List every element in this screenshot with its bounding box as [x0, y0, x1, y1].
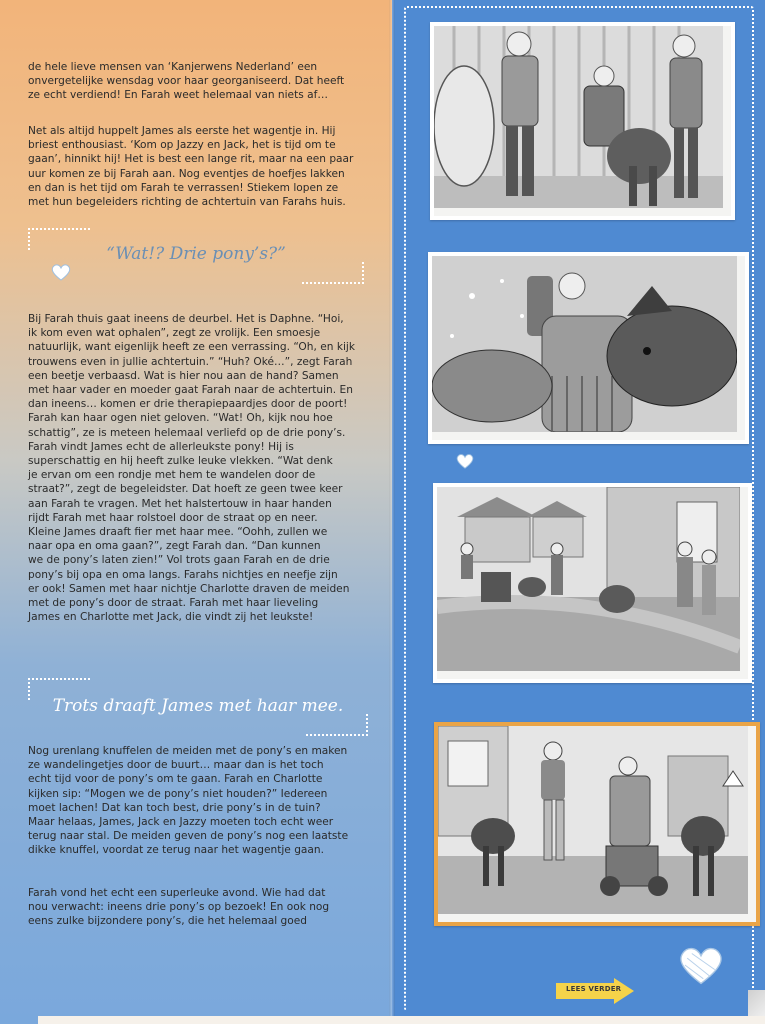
paragraph-1: de hele lieve mensen van ‘Kanjerwens Nederland’ een onvergetelijke wensdag voor haar georganiseerd. Dat heeft ze echt verdiend! En Farah weet helemaal van niets af… — [28, 61, 345, 102]
paragraph-4: Nog urenlang knuffelen de meiden met de pony’s en maken ze wandelingetjes door de buurt… maar dan is het toch echt tijd voor de pony’s om te gaan. Farah en Charlotte kijken sip: “Mogen we de pony’s niet houden?” Iedereen moet lachen! Dat kan toch best, drie pony’s in de tuin? Maar helaas, James, Jack en Jazzy moeten toch echt weer terug naar stal. De meiden geven de pony’s nog een laatste dikke knuffel, voordat ze terug naar het wagentje gaan. — [28, 745, 349, 857]
heart-icon — [50, 262, 72, 282]
section-heading-1 — [28, 228, 364, 284]
read-more-label: LEES VERDER — [566, 985, 622, 993]
read-more-button[interactable] — [556, 978, 634, 1004]
heart-icon — [675, 942, 727, 988]
illustration-panel-4 — [434, 722, 760, 926]
illustration-panel-1 — [430, 22, 735, 220]
page-edge — [38, 1016, 765, 1024]
dotted-corner — [302, 262, 364, 284]
paragraph-5: Farah vond het echt een superleuke avond. Wie had dat nou verwacht: ineens drie pony’s op bezoek! En ook nog eens zulke bijzondere pony’s, die het helemaal goed — [28, 887, 330, 928]
heading-text: “Wat!? Drie pony’s?” — [106, 244, 286, 264]
heading-text: Trots draaft James met haar mee. — [52, 696, 344, 716]
paragraph-3: Bij Farah thuis gaat ineens de deurbel. Het is Daphne. “Hoi, ik kom even wat ophalen”, zegt ze vrolijk. Een smoesje natuurlijk, want eigenlijk heeft ze een verrassing. “Oh, en kijk trouwens even in jullie achtertuin.” “Huh? Oké…”, zegt Farah een beetje verbaasd. Wat is hier nou aan de hand? Samen met haar vader en moeder gaat Farah naar de achtertuin. En dan ineens… komen er drie therapiepaardjes door de poort! Farah kan haar ogen niet geloven. “Wat! Oh, kijk nou hoe schattig”, ze is meteen helemaal verliefd op de drie pony’s. Farah vindt James echt de allerleukste pony! Hij is superschattig en hij heeft zulke leuke vlekken. “Wat denk je ervan om een rondje met hem te wandelen door de straat?”, zegt de begeleidster. Dat hoeft ze geen twee keer aan Farah te vragen. Met het halstertouw in haar handen rijdt Farah met haar rolstoel door de straat op en neer. Kleine James draaft fier met haar mee. “Oohh, zullen we naar opa en oma gaan?”, zegt Farah dan. “Dan kunnen we de pony’s laten zien!” Vol trots gaan Farah en de drie pony’s bij opa en oma langs. Farahs nichtjes en neefje zijn er ook! Samen met haar nichtje Charlotte draven de meiden met de pony’s door de straat. Farah met haar lieveling James en Charlotte met Jack, die vindt zij het leukste! — [28, 313, 355, 624]
page-corner — [748, 990, 765, 1016]
illustration-panel-2 — [428, 252, 749, 444]
page-spine — [389, 0, 395, 1024]
paragraph-2: Net als altijd huppelt James als eerste het wagentje in. Hij briest enthousiast. ‘Kom op Jazzy en Jack, het is tijd om te gaan’, hinnikt hij! Het is best een lange rit, maar na een paar uur komen ze bij Farah aan. Nog eventjes de hoefjes lakken en dan is het tijd om Farah te verrassen! Stiekem lopen ze met hun begeleiders richting de achtertuin van Farahs huis. — [28, 125, 354, 209]
section-heading-2 — [28, 678, 368, 736]
illustration-panel-3 — [433, 483, 752, 683]
dotted-corner — [306, 714, 368, 736]
heart-icon — [455, 452, 475, 470]
